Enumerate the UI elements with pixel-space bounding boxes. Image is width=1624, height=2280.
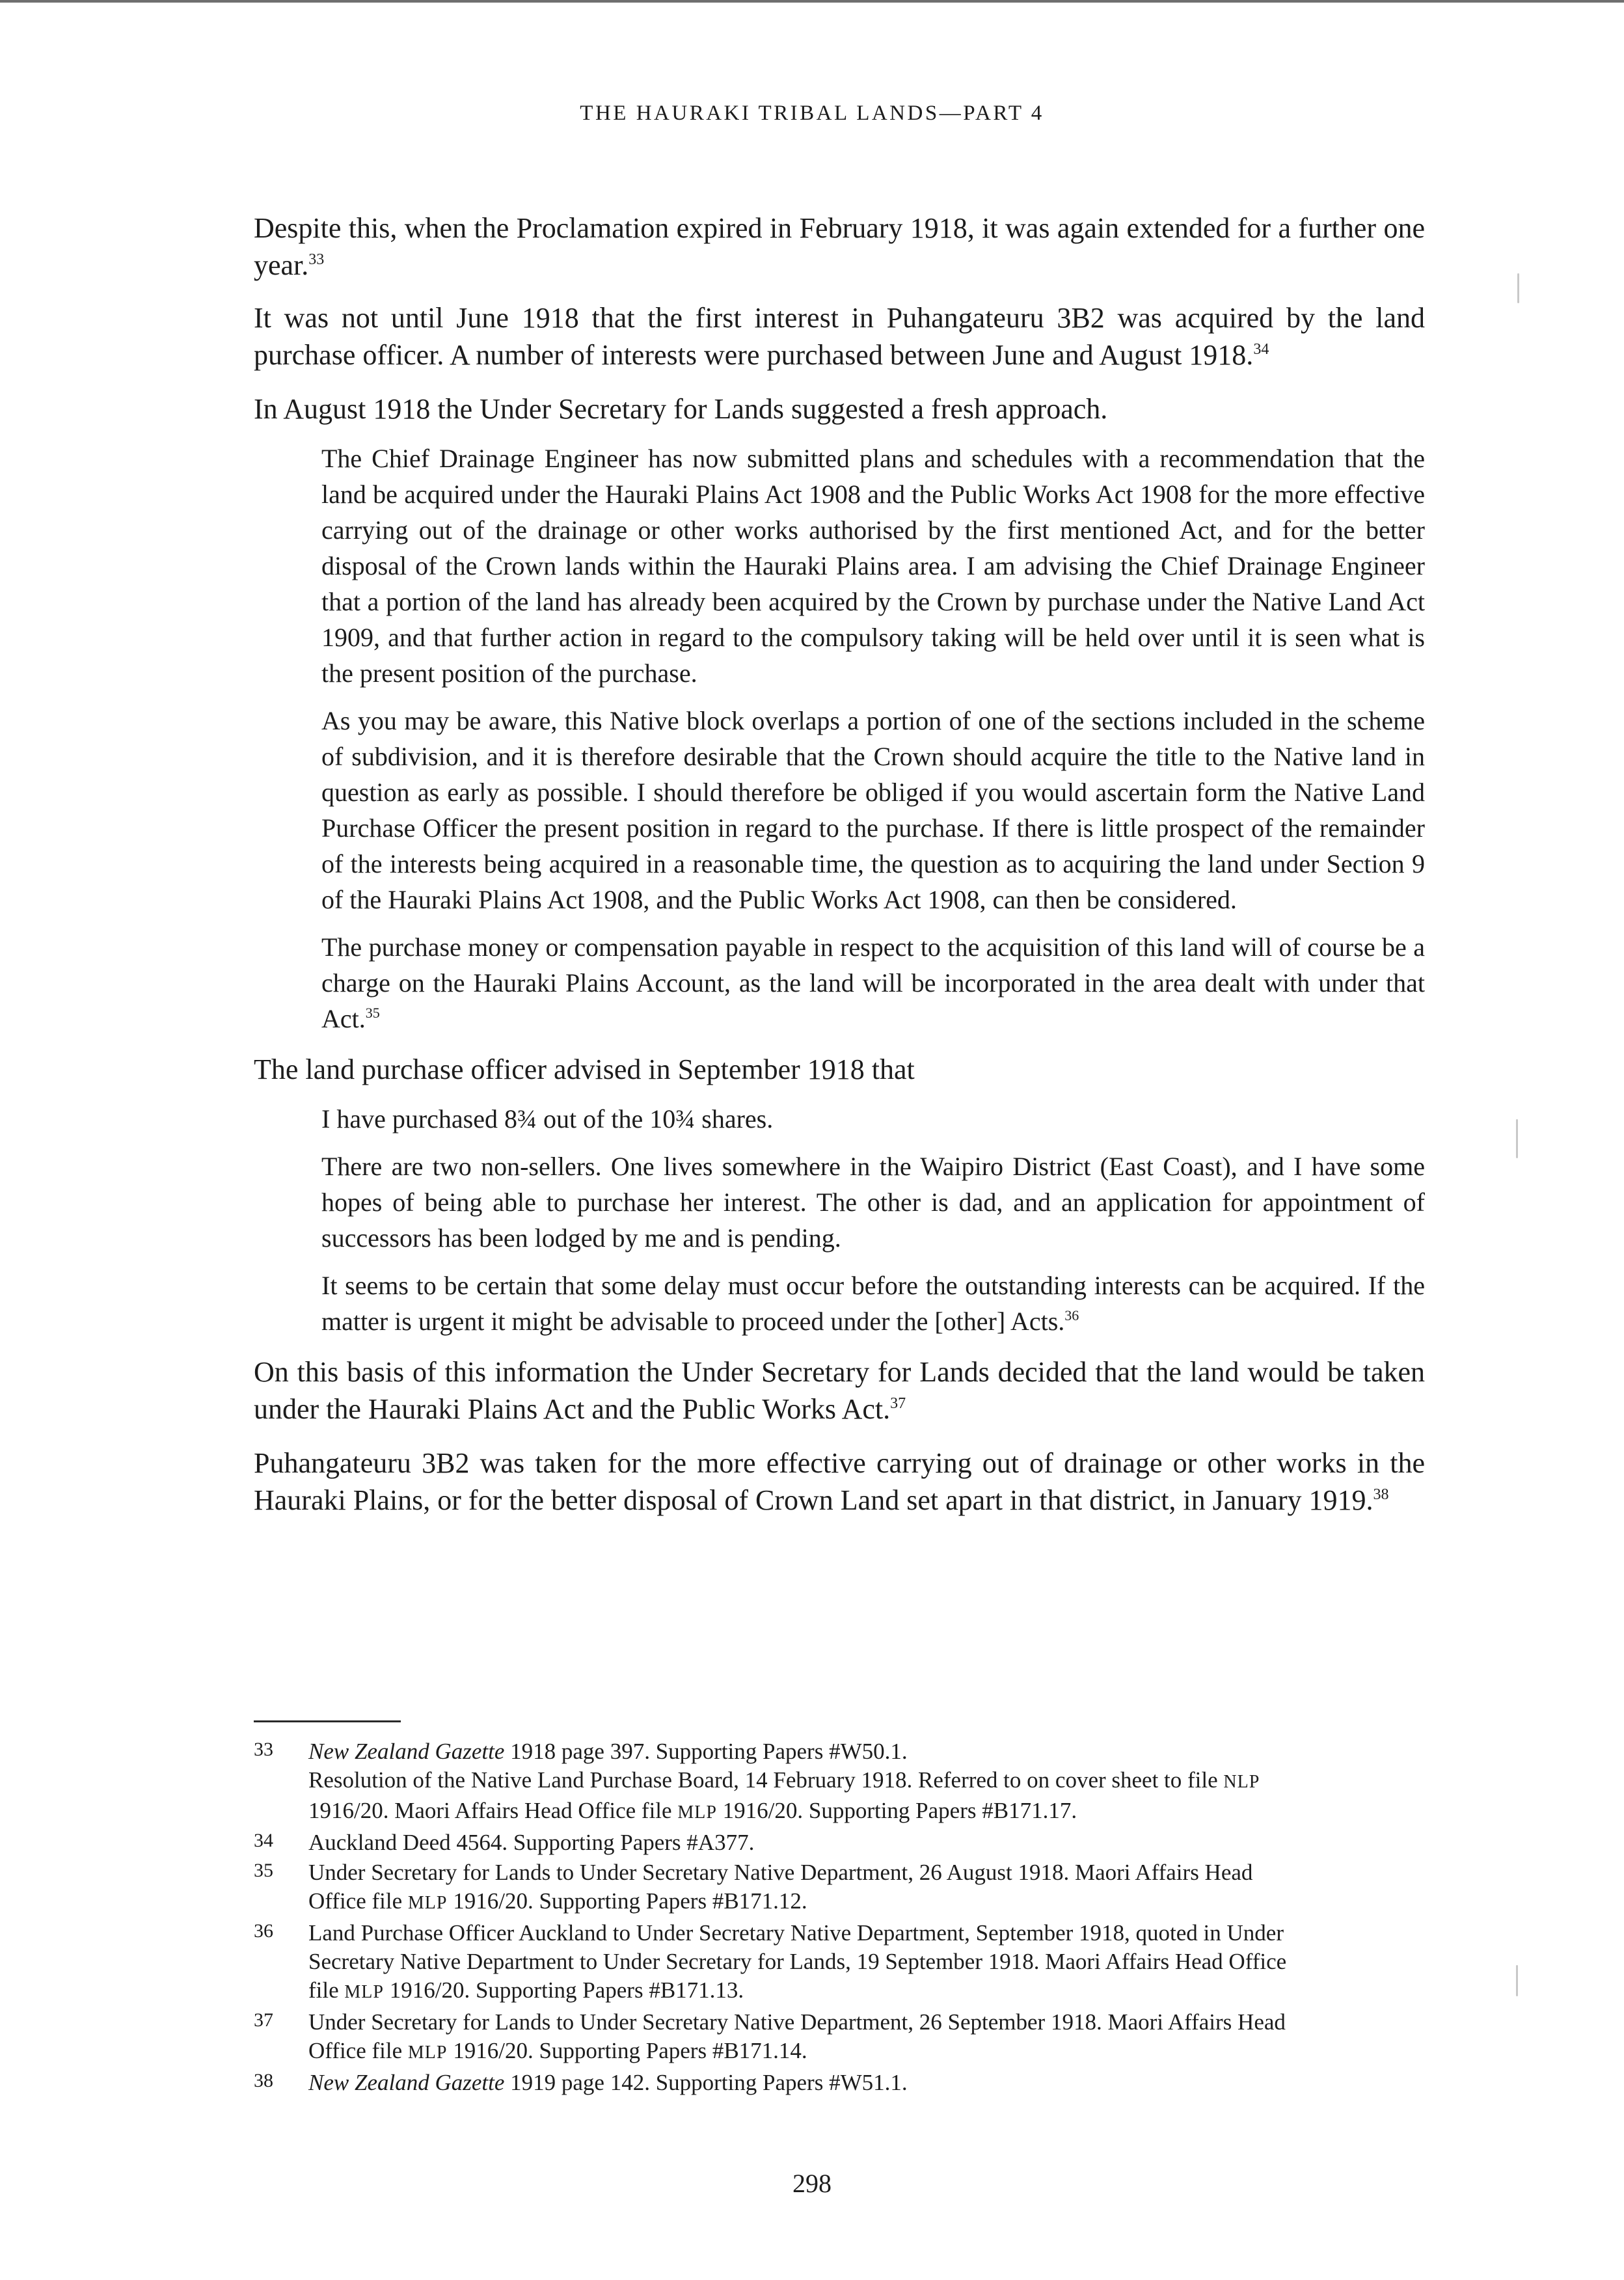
scan-mark <box>1516 1119 1518 1158</box>
scan-mark <box>1516 1965 1518 1996</box>
block-quote <box>321 1101 1425 1339</box>
footnote-line: Office file MLP 1916/20. Supporting Papers #B171.14. <box>308 2038 807 2063</box>
footnote-ref: 35 <box>365 1005 380 1021</box>
footnote-line: Under Secretary for Lands to Under Secretary Native Department, 26 September 1918. Maori Affairs Head <box>308 2009 1286 2035</box>
footnote-line: file MLP 1916/20. Supporting Papers #B171.13. <box>308 1977 744 2003</box>
footnote-ref: 36 <box>1064 1307 1079 1323</box>
footnote-ref: 34 <box>1253 341 1269 358</box>
footnote-number: 36 <box>254 1920 273 1942</box>
quote-paragraph: As you may be aware, this Native block overlaps a portion of one of the sections included in the scheme of subdivision, and it is therefore desirable that the Crown should acquire the title to the Native land in question as early as possible. I should therefore be obliged if you would ascertain form the Native Land Purchase Officer the present position in regard to the purchase. If there is little prospect of the remainder of the interests being acquired in a reasonable time, the question as to acquiring the land under Section 9 of the Hauraki Plains Act 1908, and the Public Works Act 1908, can then be considered. <box>321 706 1425 914</box>
footnote-number: 33 <box>254 1739 273 1760</box>
footnote-ref: 38 <box>1373 1486 1389 1503</box>
quote-paragraph: It seems to be certain that some delay must occur before the outstanding interests can be acquired. If the matter is urgent it might be advisable to proceed under the [other] Acts.$^{36}$ <box>321 1271 1425 1336</box>
page-top-border <box>0 0 1624 3</box>
footnote <box>254 1919 1425 2007</box>
page-number: 298 <box>792 2169 832 2198</box>
quote-paragraph: The Chief Drainage Engineer has now submitted plans and schedules with a recommendation that the land be acquired under the Hauraki Plains Act 1908 and the Public Works Act 1908 for the more effective carrying out of the drainage or other works authorised by the first mentioned Act, and for the better disposal of the Crown lands within the Hauraki Plains area. I am advising the Chief Drainage Engineer that a portion of the land has already been acquired by the Crown by purchase under the Native Land Act 1909, and that further action in regard to the compulsory taking will be held over until it is seen what is the present position of the purchase. <box>321 444 1425 688</box>
footnote-number: 34 <box>254 1830 273 1851</box>
paragraph: Despite this, when the Proclamation expired in February 1918, it was again extended for a further one year.$^{33}$ <box>254 212 1425 281</box>
footnote-line: Auckland Deed 4564. Supporting Papers #A377. <box>308 1830 755 1855</box>
footnote-line: Secretary Native Department to Under Secretary for Lands, 19 September 1918. Maori Affairs Head Office <box>308 1949 1287 1974</box>
paragraph: In August 1918 the Under Secretary for Lands suggested a fresh approach. <box>254 393 1108 425</box>
footnote-line: Office file MLP 1916/20. Supporting Papers #B171.12. <box>308 1888 807 1914</box>
footnote-line: Resolution of the Native Land Purchase Board, 14 February 1918. Referred to on cover sheet to file NLP <box>308 1767 1260 1793</box>
footnote-line: New Zealand Gazette 1919 page 142. Supporting Papers #W51.1. <box>308 2070 908 2095</box>
footnote-number: 38 <box>254 2070 273 2091</box>
footnote <box>254 2069 1425 2097</box>
footnote-number: 35 <box>254 1860 273 1881</box>
body-text <box>254 210 1425 1536</box>
block-quote <box>321 441 1425 1037</box>
footnote-separator <box>254 1720 401 1722</box>
footnote <box>254 2008 1425 2067</box>
footnote <box>254 1858 1425 1918</box>
footnote-line: New Zealand Gazette 1918 page 397. Supporting Papers #W50.1. <box>308 1739 908 1764</box>
paragraph: Puhangateuru 3B2 was taken for the more effective carrying out of drainage or other works in the Hauraki Plains, or for the better disposal of Crown Land set apart in that district, in January 1919.38 <box>254 1447 1425 1516</box>
footnote <box>254 1828 1425 1857</box>
footnote <box>254 1737 1425 1827</box>
footnotes <box>254 1737 1425 2098</box>
footnote-ref: 33 <box>308 251 325 268</box>
running-head: THE HAURAKI TRIBAL LANDS—PART 4 <box>580 102 1044 125</box>
footnote-line: 1916/20. Maori Affairs Head Office file MLP 1916/20. Supporting Papers #B171.17. <box>308 1798 1077 1823</box>
quote-paragraph: There are two non-sellers. One lives somewhere in the Waipiro District (East Coast), and I have some hopes of being able to purchase her interest. The other is dad, and an application for appointment of successors has been lodged by me and is pending. <box>321 1152 1425 1253</box>
quote-paragraph: I have purchased 8¾ out of the 10¾ shares. <box>321 1104 774 1133</box>
footnote-number: 37 <box>254 2009 273 2031</box>
scan-mark <box>1517 273 1519 303</box>
quote-paragraph: The purchase money or compensation payable in respect to the acquisition of this land will of course be a charge on the Hauraki Plains Account, as the land will be incorporated in the area dealt with under that Act.$^{35}$ <box>321 932 1425 1033</box>
footnote-ref: 37 <box>890 1395 906 1412</box>
paragraph: It was not until June 1918 that the first interest in Puhangateuru 3B2 was acquired by the land purchase officer. A number of interests were purchased between June and August 1918.34 <box>254 302 1425 371</box>
paragraph: The land purchase officer advised in September 1918 that <box>254 1053 915 1085</box>
footnote-line: Under Secretary for Lands to Under Secretary Native Department, 26 August 1918. Maori Affairs Head <box>308 1860 1253 1885</box>
footnote-line: Land Purchase Officer Auckland to Under Secretary Native Department, September 1918, quoted in Under <box>308 1920 1284 1946</box>
paragraph: On this basis of this information the Under Secretary for Lands decided that the land would be taken under the Hauraki Plains Act and the Public Works Act.$^{37}$ <box>254 1356 1425 1425</box>
